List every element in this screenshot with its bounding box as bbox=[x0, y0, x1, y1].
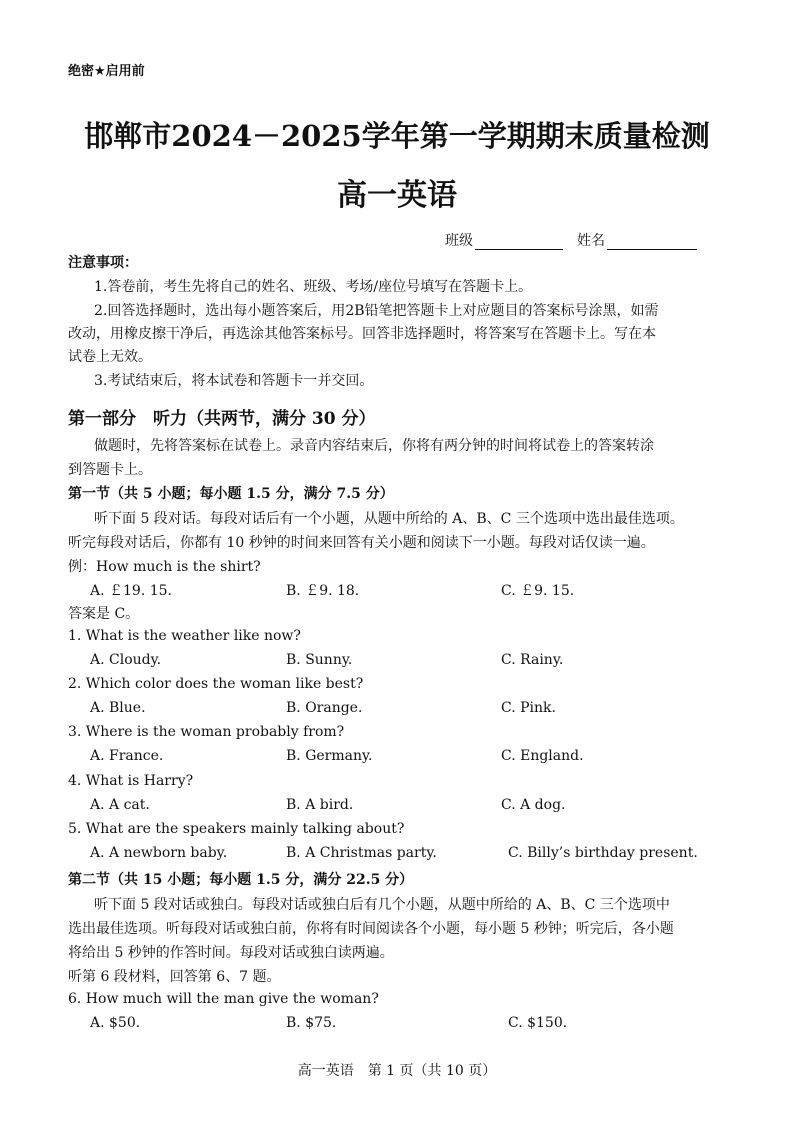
question-6-option-a: A. $50. bbox=[90, 1015, 141, 1031]
question-1: 1. What is the weather like now? bbox=[68, 628, 301, 644]
question-5: 5. What are the speakers mainly talking about? bbox=[68, 821, 405, 837]
section1-instr-line-2: 听完每段对话后，你都有 10 秒钟的时间来回答有关小题和阅读下一小题。每段对话仅读一遍。 bbox=[68, 535, 655, 551]
part1-heading: 第一部分 听力（共两节，满分 30 分） bbox=[68, 409, 376, 429]
example-question: 例：How much is the shirt? bbox=[68, 559, 261, 575]
class-label: 班级 bbox=[445, 233, 473, 249]
section2-instr-line-3: 将给出 5 秒钟的作答时间。每段对话或独白读两遍。 bbox=[68, 945, 394, 961]
question-3-option-c: C. England. bbox=[501, 748, 584, 764]
section2-instr-line-1: 听下面 5 段对话或独白。每段对话或独白后有几个小题，从题中所给的 A、B、C 三个选项中 bbox=[94, 897, 670, 913]
notice-item-2-line-2: 改动，用橡皮擦干净后，再选涂其他答案标号。回答非选择题时，将答案写在答题卡上。写在本 bbox=[68, 326, 656, 342]
question-6: 6. How much will the man give the woman? bbox=[68, 991, 379, 1007]
question-1-option-b: B. Sunny. bbox=[286, 652, 353, 668]
question-4: 4. What is Harry? bbox=[68, 773, 194, 789]
question-4-option-c: C. A dog. bbox=[501, 797, 566, 813]
name-blank bbox=[607, 235, 697, 250]
section1-heading: 第一节（共 5 小题；每小题 1.5 分，满分 7.5 分） bbox=[68, 486, 394, 502]
question-4-option-b: B. A bird. bbox=[286, 797, 354, 813]
question-2-option-b: B. Orange. bbox=[286, 700, 363, 716]
example-answer: 答案是 C。 bbox=[68, 606, 140, 622]
question-1-option-c: C. Rainy. bbox=[501, 652, 564, 668]
example-option-a: A. ￡19. 15. bbox=[90, 583, 172, 599]
notice-item-2-line-1: 2.回答选择题时，选出每小题答案后，用2B铅笔把答题卡上对应题目的答案标号涂黑，如需 bbox=[94, 303, 659, 319]
notice-heading: 注意事项： bbox=[68, 255, 138, 271]
question-1-option-a: A. Cloudy. bbox=[90, 652, 162, 668]
question-6-option-c: C. $150. bbox=[508, 1015, 568, 1031]
question-3-option-a: A. France. bbox=[90, 748, 164, 764]
page-footer: 高一英语 第 1 页（共 10 页） bbox=[297, 1063, 497, 1079]
question-2: 2. Which color does the woman like best? bbox=[68, 676, 364, 692]
section2-heading: 第二节（共 15 小题；每小题 1.5 分，满分 22.5 分） bbox=[68, 872, 414, 888]
question-4-option-a: A. A cat. bbox=[90, 797, 150, 813]
question-6-option-b: B. $75. bbox=[286, 1015, 337, 1031]
question-2-option-c: C. Pink. bbox=[501, 700, 556, 716]
question-3-option-b: B. Germany. bbox=[286, 748, 373, 764]
question-5-option-a: A. A newborn baby. bbox=[90, 845, 228, 861]
question-3: 3. Where is the woman probably from? bbox=[68, 724, 345, 740]
class-name-line bbox=[445, 230, 697, 250]
notice-item-3: 3.考试结束后，将本试卷和答题卡一并交回。 bbox=[94, 373, 374, 389]
class-blank bbox=[475, 235, 563, 250]
notice-item-1: 1.答卷前，考生先将自己的姓名、班级、考场/座位号填写在答题卡上。 bbox=[94, 279, 533, 295]
part1-intro-line-2: 到答题卡上。 bbox=[68, 462, 152, 478]
name-label: 姓名 bbox=[577, 233, 605, 249]
part1-intro-line-1: 做题时，先将答案标在试卷上。录音内容结束后，你将有两分钟的时间将试卷上的答案转涂 bbox=[94, 438, 654, 454]
question-2-option-a: A. Blue. bbox=[90, 700, 146, 716]
question-5-option-b: B. A Christmas party. bbox=[286, 845, 437, 861]
example-option-c: C. ￡9. 15. bbox=[501, 583, 575, 599]
notice-item-2-line-3: 试卷上无效。 bbox=[68, 349, 152, 365]
material-6-note: 听第 6 段材料，回答第 6、7 题。 bbox=[68, 969, 281, 985]
section1-instr-line-1: 听下面 5 段对话。每段对话后有一个小题，从题中所给的 A、B、C 三个选项中选出最佳选项。 bbox=[94, 511, 684, 527]
subject-title: 高一英语 bbox=[337, 178, 457, 213]
section2-instr-line-2: 选出最佳选项。听每段对话或独白前，你将有时间阅读各个小题，每小题 5 秒钟；听完后，各小题 bbox=[68, 921, 674, 937]
question-5-option-c: C. Billy’s birthday present. bbox=[508, 845, 698, 861]
example-option-b: B. ￡9. 18. bbox=[286, 583, 360, 599]
exam-title: 邯郸市2024－2025学年第一学期期末质量检测 bbox=[84, 119, 710, 153]
secret-label: 绝密★启用前 bbox=[68, 64, 145, 79]
